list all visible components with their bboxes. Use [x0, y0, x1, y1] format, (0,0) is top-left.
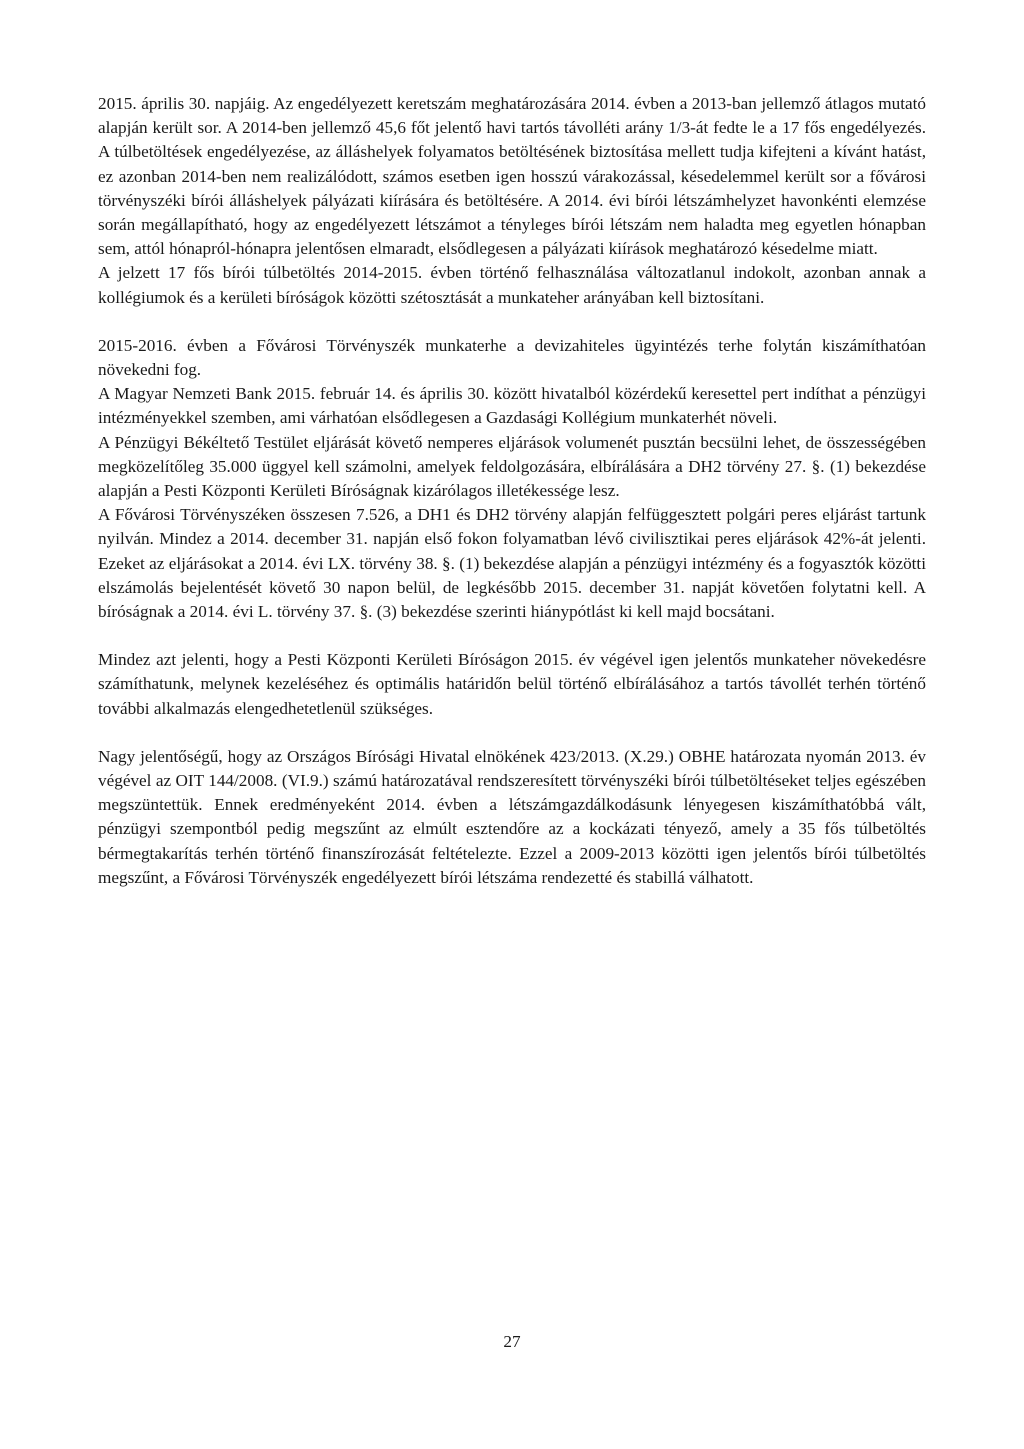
page-number: 27 [503, 1332, 521, 1351]
paragraph-staffing-2014: 2015. április 30. napjáig. Az engedélyezett keretszám meghatározására 2014. évben a 2013-ban jellemző átlagos mutató alapján került sor. A 2014-ben jellemző 45,6 főt jelentő havi tartós távolléti arány 1/3-át fedte le a 17 fős engedélyezés. A túlbetöltések engedélyezése, az álláshelyek folyamatos betöltésének biztosítása mellett tudja kifejteni a kívánt hatást, ez azonban 2014-ben nem realizálódott, számos esetben igen hosszú várakozással, késedelemmel került sor a fővárosi törvényszéki bírói álláshelyek pályázati kiírására és betöltésére. A 2014. évi bírói létszámhelyzet havonkénti elemzése során megállapítható, hogy az engedélyezett létszámot a tényleges bírói létszám nem haladta meg egyetlen hónapban sem, attól hónapról-hónapra jelentősen elmaradt, elsődlegesen a pályázati kiírások meghatározó késedelme miatt. [98, 94, 926, 259]
paragraph-suspended-cases: A Fővárosi Törvényszéken összesen 7.526, a DH1 és DH2 törvény alapján felfüggesztett polgári peres eljárást tartunk nyilván. Mindez a 2014. december 31. napján első fokon folyamatban lévő civilisztikai peres eljárások 42%-át jelenti. Ezeket az eljárásokat a 2014. évi LX. törvény 38. §. (1) bekezdése alapján a pénzügyi intézmény és a fogyasztók közötti elszámolás bejelentését követő 30 napon belül, de legkésőbb 2015. december 31. napját követően folytatni kell. A bíróságnak a 2014. évi L. törvény 37. §. (3) bekezdése szerinti hiánypótlást ki kell majd bocsátani. [98, 505, 926, 622]
paragraph-obh-resolution: Nagy jelentőségű, hogy az Országos Bírósági Hivatal elnökének 423/2013. (X.29.) OBHE határozata nyomán 2013. év végével az OIT 144/2008. (VI.9.) számú határozatával rendszeresített törvényszéki bírói túlbetöltéseket teljes egészében megszüntettük. Ennek eredményeként 2014. évben a létszámgazdálkodásunk lényegesen kiszámíthatóbbá vált, pénzügyi szempontból pedig megszűnt az elmúlt esztendőre az a kockázati tényező, amely a 35 fős túlbetöltés bérmegtakarítás terhén történő finanszírozását feltételezte. Ezzel a 2009-2013 közötti igen jelentős bírói túlbetöltés megszűnt, a Fővárosi Törvényszék engedélyezett bírói létszáma rendezetté és stabillá válhatott. [98, 746, 926, 887]
paragraph-gap [98, 310, 926, 334]
paragraph-gap [98, 721, 926, 745]
paragraph-gap [98, 624, 926, 648]
paragraph-district-court-workload: Mindez azt jelenti, hogy a Pesti Központi Kerületi Bíróságon 2015. év végével igen jelentős munkateher növekedésre számíthatunk, melynek kezeléséhez és optimális határidőn belül történő elbírálásához a tartós távollét terhén történő további alkalmazás elengedhetetlenül szükséges. [98, 650, 926, 718]
paragraph-workload-forecast: 2015-2016. évben a Fővárosi Törvényszék munkaterhe a devizahiteles ügyintézés terhe folytán kiszámíthatóan növekedni fog. [98, 335, 926, 380]
document-body [98, 92, 926, 890]
paragraph-overstaffing-distribution: A jelzett 17 fős bírói túlbetöltés 2014-2015. évben történő felhasználása változatlanul indokolt, azonban annak a kollégiumok és a kerületi bíróságok közötti szétosztását a munkateher arányában kell biztosítani. [98, 263, 926, 307]
paragraph-financial-arbitration: A Pénzügyi Békéltető Testület eljárását követő nemperes eljárások volumenét pusztán becsülni lehet, de összességében megközelítőleg 35.000 üggyel kell számolni, amelyek feldolgozására, elbírálására a DH2 törvény 27. §. (1) bekezdése alapján a Pesti Központi Kerületi Bíróságnak kizárólagos illetékessége lesz. [98, 432, 926, 501]
paragraph-national-bank-lawsuits: A Magyar Nemzeti Bank 2015. február 14. és április 30. között hivatalból közérdekű keresettel pert indíthat a pénzügyi intézményekkel szemben, ami várhatóan elsődlegesen a Gazdasági Kollégium munkaterhét növeli. [98, 384, 926, 428]
